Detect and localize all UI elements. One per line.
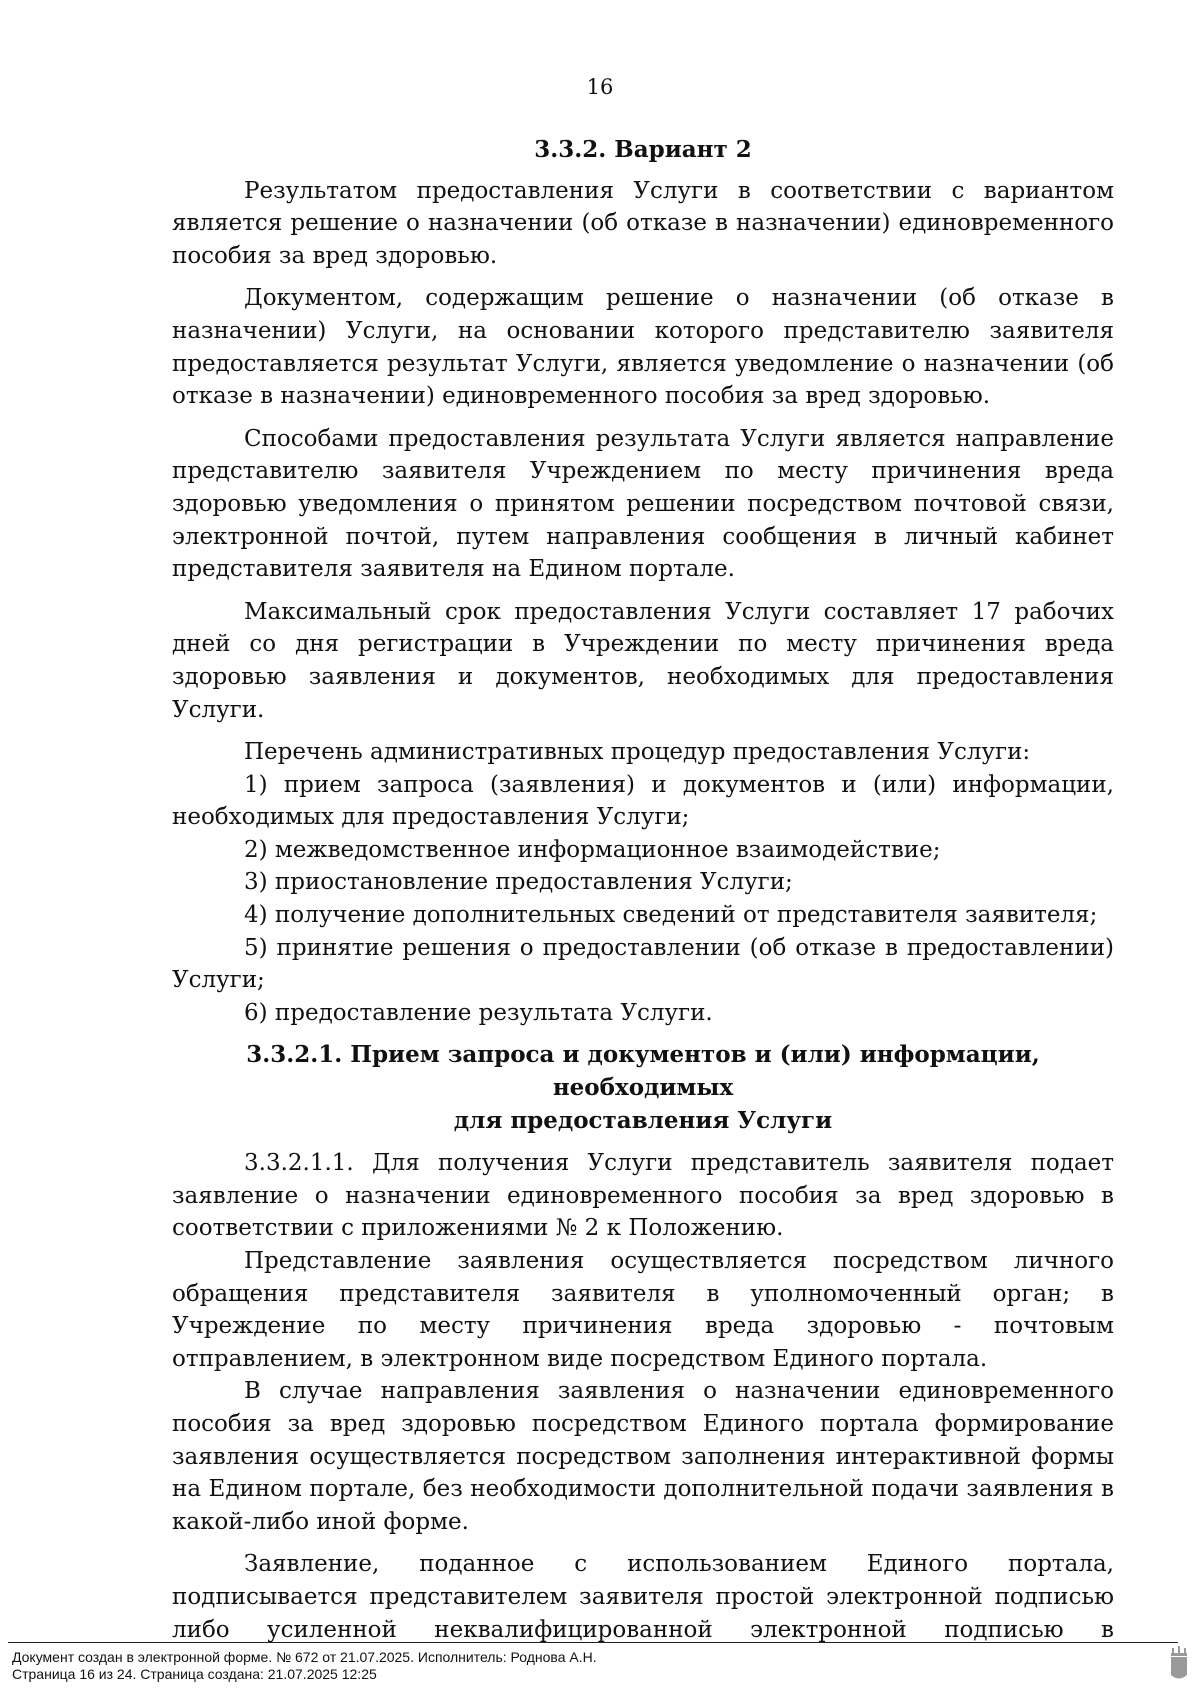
crest-icon: [1168, 1645, 1190, 1683]
paragraph-document: Документом, содержащим решение о назначении (об отказе в назначении) Услуги, на основании которого представителю заявителя предоставляется результат Услуги, является уведомление о назначении (об отказе в назначении) единовременного пособия за вред здоровью.: [172, 285, 1114, 410]
procedure-item-5: 5) принятие решения о предоставлении (об отказе в предоставлении) Услуги;: [172, 934, 1114, 994]
subsection-title: [172, 1039, 1114, 1137]
paragraph-methods: Способами предоставления результата Услуги является направление представителю заявителя Учреждением по месту причинения вреда здоровью уведомления о принятом решении посредством почтовой связи, электронной почтой, путем направления сообщения в личный кабинет представителя заявителя на Едином портале.: [172, 425, 1114, 583]
paragraph-submission: Представление заявления осуществляется посредством личного обращения представителя заявителя в уполномоченный орган; в Учреждение по месту причинения вреда здоровью - почтовым отправлением, в электронном виде посредством Единого портала.: [172, 1248, 1114, 1372]
paragraph-result: Результатом предоставления Услуги в соответствии с вариантом является решение о назначении (об отказе в назначении) единовременного пособия за вред здоровью.: [172, 177, 1114, 269]
procedure-item-3: 3) приостановление предоставления Услуги;: [244, 869, 793, 896]
procedure-item-1: 1) прием запроса (заявления) и документов и (или) информации, необходимых для предоставления Услуги;: [172, 771, 1114, 831]
procedure-item-4: 4) получение дополнительных сведений от представителя заявителя;: [244, 902, 1098, 929]
paragraph-portal: В случае направления заявления о назначении единовременного пособия за вред здоровью посредством Единого портала формирование заявления осуществляется посредством заполнения интерактивной формы на Едином портале, без необходимости дополнительной подачи заявления в какой-либо иной форме.: [172, 1378, 1114, 1535]
paragraph-application: 3.3.2.1.1. Для получения Услуги представитель заявителя подает заявление о назначении единовременного пособия за вред здоровью в соответствии с приложениями № 2 к Положению.: [172, 1150, 1114, 1242]
paragraph-signature: Заявление, поданное с использованием Единого портала, подписывается представителем заявителя простой электронной подписью либо усиленной неквалифицированной электронной подписью в: [172, 1551, 1114, 1643]
footer-divider: [8, 1642, 1178, 1643]
section-title: 3.3.2. Вариант 2: [534, 136, 752, 163]
document-body: [172, 134, 1114, 1656]
page-number: 16: [586, 75, 614, 99]
paragraph-deadline: Максимальный срок предоставления Услуги составляет 17 рабочих дней со дня регистрации в Учреждении по месту причинения вреда здоровью заявления и документов, необходимых для предоставления Услуги.: [172, 598, 1114, 723]
subsection-title-line-1: 3.3.2.1. Прием запроса и документов и (или) информации, необходимых: [246, 1041, 1040, 1102]
subsection-title-line-2: для предоставления Услуги: [453, 1106, 833, 1134]
footer: [12, 1649, 597, 1682]
footer-line-1: Документ создан в электронной форме. № 672 от 21.07.2025. Исполнитель: Роднова А.Н.: [12, 1649, 597, 1665]
footer-line-2: Страница 16 из 24. Страница создана: 21.07.2025 12:25: [12, 1665, 377, 1682]
procedure-item-2: 2) межведомственное информационное взаимодействие;: [244, 836, 941, 863]
procedures-intro: Перечень административных процедур предоставления Услуги:: [244, 739, 1031, 766]
procedure-item-6: 6) предоставление результата Услуги.: [244, 999, 713, 1026]
